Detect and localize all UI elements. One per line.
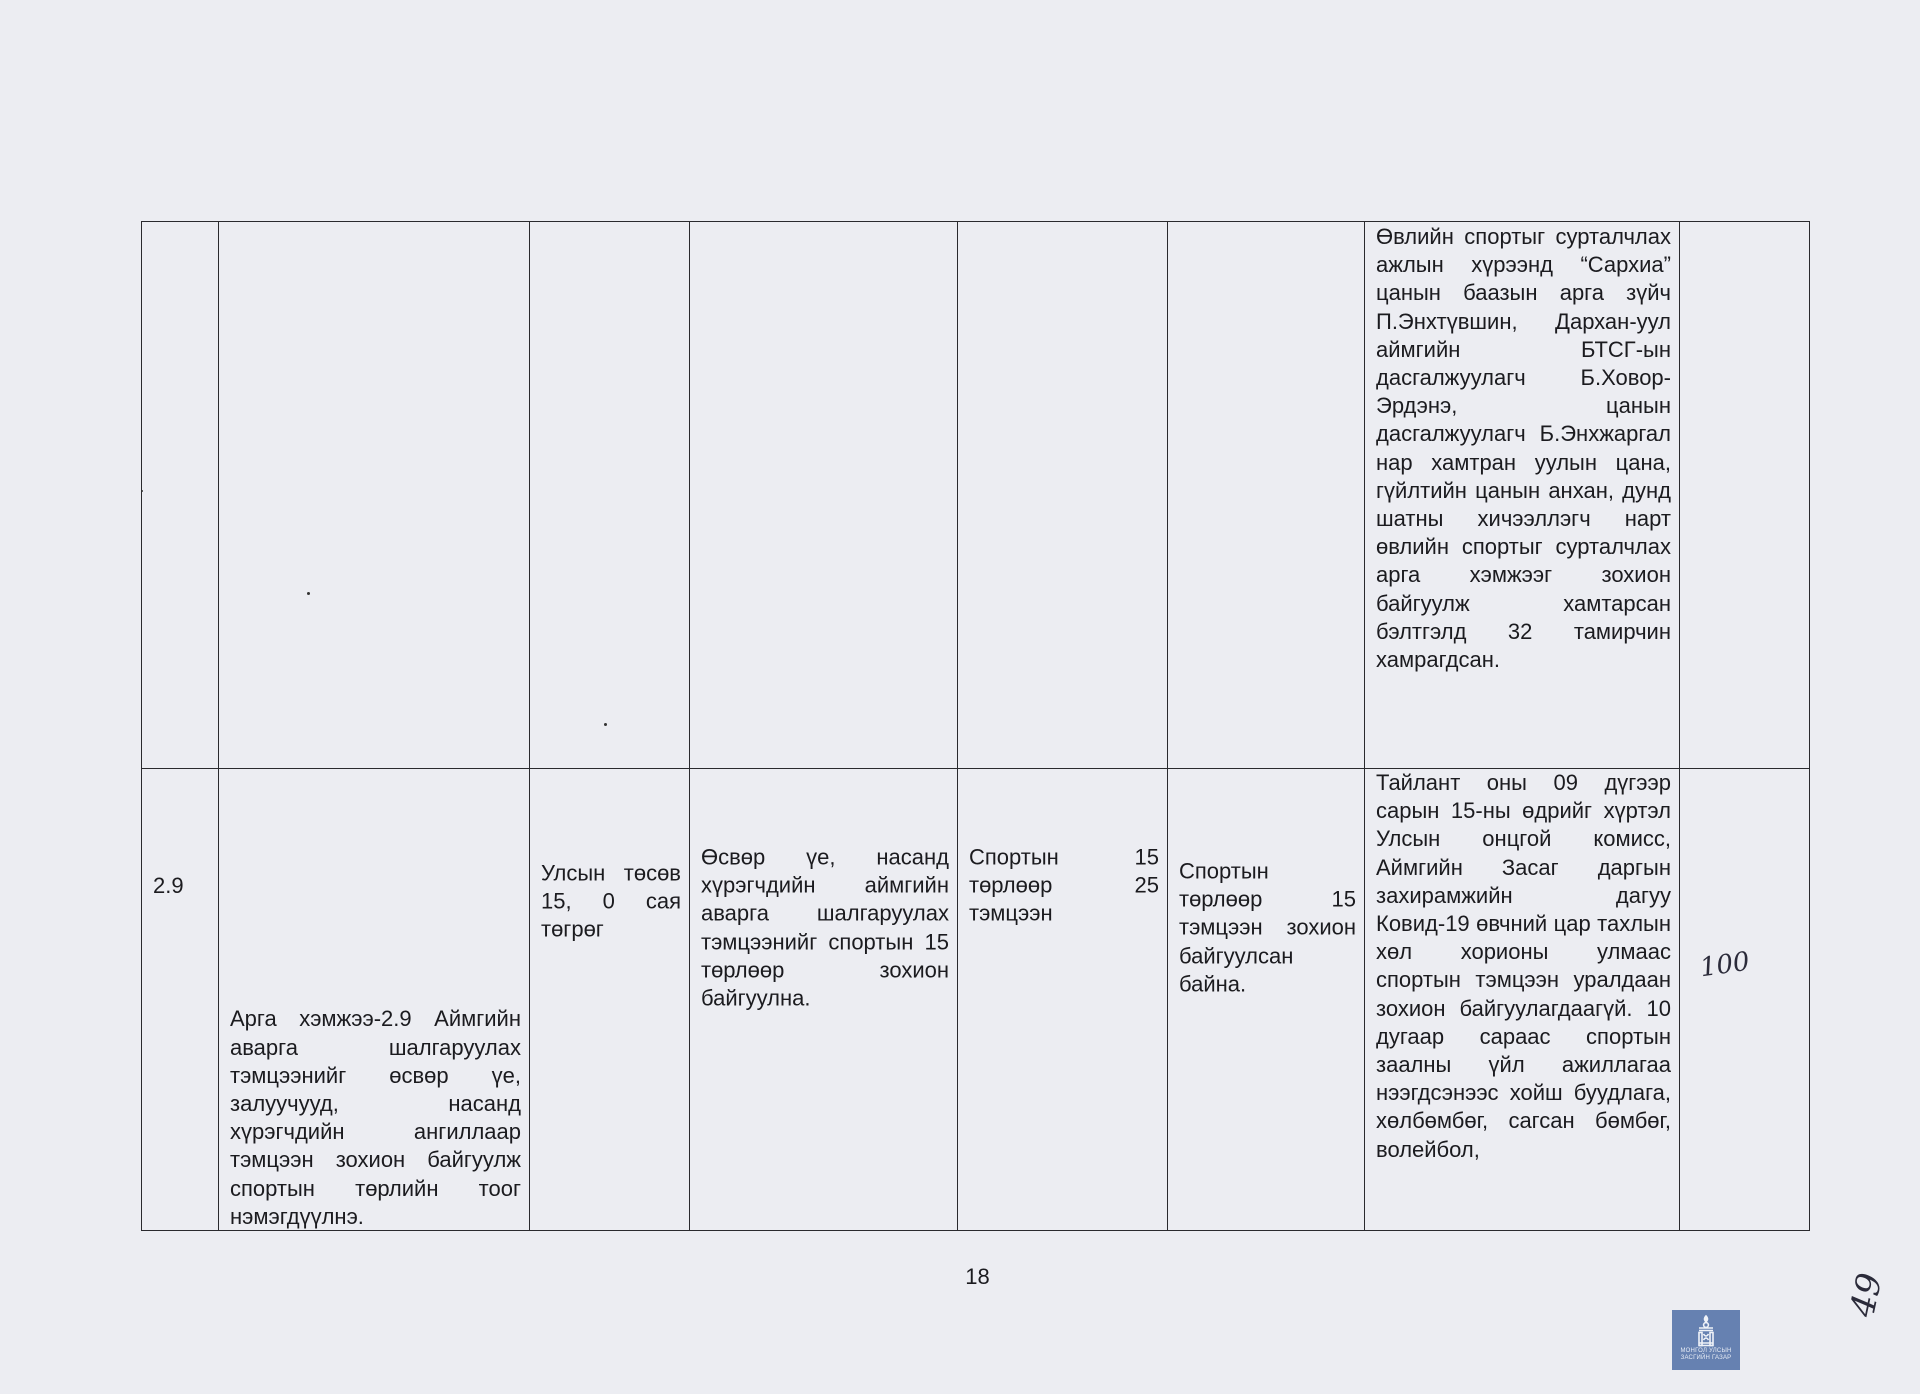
cell-number (141, 768, 218, 1231)
table-row (141, 768, 1810, 1231)
cell-score (1679, 221, 1810, 769)
cell-baseline (957, 768, 1167, 1231)
progress-text: Тайлант оны 09 дүгээр сарын 15-ны өдрийг хүртэл Улсын онцгой комисс, Аймгийн Засаг даргын захирамжийн дагуу Ковид-19 өвчний цар тахлын хөл хорионы улмаас спортын тэмцээн уралдаан зохион байгуулагдаагүй. 10 дугаар сараас спортын заалны үйл ажиллагаа нээгдсэнээс хойш буудлага, хөлбөмбөг, сагсан бөмбөг, волейбол, (1376, 770, 1671, 1162)
cell-number (141, 221, 218, 769)
cell-progress (1364, 768, 1679, 1231)
cell-performance (1167, 221, 1364, 769)
performance-text: Спортын төрлөөр 15 тэмцээн зохион байгуулсан байна. (1179, 858, 1356, 997)
progress-text: Өвлийн спортыг сурталчлах ажлын хүрээнд “Сархиа” цанын баазын арга зүйч П.Энхтүвшин, Дархан-уул аймгийн БТСГ-ын дасгалжуулагч Б.Ховор-Эрдэнэ, цанын дасгалжуулагч Б.Энхжаргал нар хамтран уулын цана, гүйлтийн цанын анхан, дунд шатны хичээллэгч нарт өвлийн спортыг сурталчлах арга хэмжээг зохион байгуулж хамтарсан бэлтгэлд 32 тамирчин хамрагдсан. (1376, 224, 1671, 673)
cell-measure (218, 221, 529, 769)
handwritten-score: 100 (1698, 946, 1752, 984)
page-number: 18 (965, 1264, 990, 1289)
cell-score (1679, 768, 1810, 1231)
scan-speck (604, 723, 607, 726)
cell-performance (1167, 768, 1364, 1231)
cell-measure (218, 768, 529, 1231)
soyombo-emblem-icon (1691, 1314, 1721, 1348)
measure-text: Арга хэмжээ-2.9 Аймгийн аварга шалгаруулах тэмцээнийг өсвөр үе, залуучууд, насанд хүрэгчдийн ангиллаар тэмцээн зохион байгуулж спортын төрлийн тоог нэмэгдүүлнэ. (230, 1006, 521, 1229)
scan-speck (307, 592, 310, 595)
seal-text-line1: МОНГОЛ УЛСЫН (1680, 1348, 1732, 1354)
cell-baseline (957, 221, 1167, 769)
seal-text-line2: ЗАСГИЙН ГАЗАР (1680, 1355, 1732, 1361)
government-seal (1672, 1310, 1740, 1370)
table-row (141, 221, 1810, 769)
number-text: 2.9 (153, 872, 184, 898)
target-text: Өсвөр үе, насанд хүрэгчдийн аймгийн аварга шалгаруулах тэмцээнийг спортын 15 төрлөөр зохион байгуулна. (701, 844, 949, 1011)
cell-budget (529, 221, 689, 769)
cell-budget (529, 768, 689, 1231)
baseline-text: Спортын 15 төрлөөр 25 тэмцээн (969, 844, 1159, 927)
budget-text: Улсын төсөв 15, 0 сая төгрөг (541, 860, 681, 943)
cell-target (689, 768, 957, 1231)
cell-progress (1364, 221, 1679, 769)
scan-speck (141, 490, 143, 492)
cell-target (689, 221, 957, 769)
handwritten-page-number: 49 (1842, 1269, 1891, 1321)
